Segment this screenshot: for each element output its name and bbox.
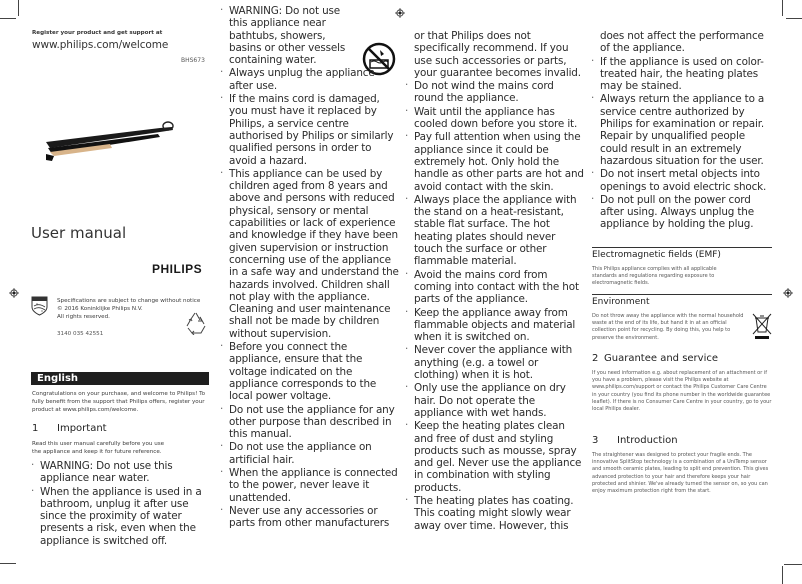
section-2-heading: [592, 353, 718, 364]
warning-item: · Do not use the appliance for any other purpose than described in this manual.: [219, 404, 399, 441]
warning-item: · Always return the appliance to a service centre authorized by Philips for examination or repair. Repair by unqualified people could result in an extremely hazardous situation for the user.: [590, 93, 774, 167]
section-1-title: Important: [57, 423, 107, 434]
crop-mark: [0, 18, 16, 19]
spec-notice-text: Specifications are subject to change without notice: [57, 298, 201, 304]
warning-item: · If the mains cord is damaged, you must have it replaced by Philips, a service centre authorised by Philips or similarly qualified persons in order to avoid a hazard.: [219, 93, 399, 167]
emf-block: [592, 247, 772, 288]
warning-item: · Only use the appliance on dry hair. Do not operate the appliance with wet hands.: [404, 382, 584, 419]
document-title: User manual: [31, 224, 127, 242]
environment-text: Do not throw away the appliance with the normal household waste at the end of its life, but hand it in at an official collection point for recycling. By doing this, you help to preserve the environment.: [592, 313, 744, 341]
col1-warning-list: [30, 460, 210, 548]
warning-item: · Keep the appliance away from flammable objects and material when it is switched on.: [404, 307, 584, 344]
warning-item: · Never cover the appliance with anything (e.g. a towel or clothing) when it is hot.: [404, 344, 584, 381]
rights-text: All rights reserved.: [57, 314, 110, 321]
cover-url[interactable]: www.philips.com/welcome: [32, 39, 169, 51]
registration-mark-icon: [783, 288, 793, 298]
part-number: 3140 035 42551: [57, 331, 104, 337]
section-2-number: 2: [592, 353, 599, 364]
warning-item: · Before you connect the appliance, ensure that the voltage indicated on the appliance corresponds to the local power voltage.: [219, 341, 399, 402]
warning-item: · This appliance can be used by children aged from 8 years and above and persons with reduced physical, sensory or mental capabilities or lack of experience and knowledge if they have been given supervision or instruction concerning use of the appliance in a safe way and understand the hazards involved. Children shall not play with the appliance. Cleaning and user maintenance shall not be made by children without supervision.: [219, 168, 399, 340]
warning-item: · Do not insert metal objects into openings to avoid electric shock.: [590, 168, 774, 193]
section-1-lead: Read this user manual carefully before you use the appliance and keep it for future reference.: [32, 441, 165, 456]
environment-heading: Environment: [592, 294, 772, 307]
crop-mark: [782, 566, 783, 584]
col3-warning-list: [404, 30, 584, 533]
crop-mark: [784, 564, 802, 565]
recycle-icon: [184, 311, 208, 335]
section-3-number: 3: [592, 435, 599, 446]
col2-warning-list: [219, 5, 399, 530]
section-3-title: Introduction: [617, 435, 678, 446]
warning-item: · When the appliance is used in a bathroom, unplug it after use since the proximity of water presents a risk, even when the appliance is switched off.: [30, 486, 210, 547]
warning-item: · WARNING: Do not use this appliance near water.: [30, 460, 210, 485]
warning-item: · Keep the heating plates clean and free of dust and styling products such as mousse, spray and gel. Never use the appliance in combination with styling products.: [404, 420, 584, 494]
warning-item: · Do not use the appliance on artificial hair.: [219, 441, 399, 466]
warning-item: · When the appliance is connected to the power, never leave it unattended.: [219, 467, 399, 504]
crop-mark: [786, 18, 802, 19]
crop-mark: [0, 563, 16, 564]
section-1-heading: [32, 423, 107, 434]
language-bar: English: [31, 372, 209, 385]
warning-item: · WARNING: Do not use this appliance near bathtubs, showers, basins or other vessels containing water.: [219, 5, 399, 66]
philips-shield-icon: [31, 296, 48, 316]
warning-item: · The heating plates has coating. This coating might slowly wear away over time. However, this: [404, 495, 584, 532]
registration-mark-icon: [9, 288, 19, 298]
warning-item: · Wait until the appliance has cooled down before you store it.: [404, 106, 584, 131]
warning-item-continuation: or that Philips does not specifically recommend. If you use such accessories or parts, your guarantee becomes invalid.: [414, 30, 581, 79]
warning-item: · Avoid the mains cord from coming into contact with the hot parts of the appliance.: [404, 269, 584, 306]
section-1-number: 1: [32, 423, 39, 434]
col4-warning-list: [590, 30, 774, 232]
emf-text: This Philips appliance complies with all applicable standards and regulations regarding exposure to electromagnetic fields.: [592, 266, 717, 287]
section-3-text: The straightener was designed to protect your fragile ends. The innovative SplitStop technology is a combination of a UniTemp sensor and smooth ceramic plates, leading to split end prevention. This gives advanced protection to your hair and therefore keeps your hair protected and shinier. We've already turned the sensor on, so you can enjoy maximum protection right from the start.: [592, 452, 769, 495]
warning-item: · Never use any accessories or parts from other manufacturers: [219, 505, 399, 530]
warning-item: · If the appliance is used on color-treated hair, the heating plates may be stained.: [590, 56, 774, 93]
intro-text: Congratulations on your purchase, and welcome to Philips! To fully benefit from the support that Philips offers, register your product at www.philips.com/welcome.: [32, 391, 206, 414]
warning-item: · Do not pull on the power cord after using. Always unplug the appliance by holding the plug.: [590, 194, 774, 231]
model-number: BHS673: [181, 57, 205, 64]
section-3-heading: [592, 435, 678, 446]
philips-logo: PHILIPS: [152, 262, 203, 276]
warning-item: · Always unplug the appliance after use.: [219, 67, 399, 92]
crop-mark: [782, 0, 783, 16]
product-image: [40, 118, 180, 166]
warning-item: · Always place the appliance with the stand on a heat-resistant, stable flat surface. The hot heating plates should never touch the surface or other flammable material.: [404, 194, 584, 268]
warning-item: · Do not wind the mains cord round the appliance.: [404, 80, 584, 105]
section-2-title: Guarantee and service: [604, 353, 719, 364]
section-2-text: If you need information e.g. about replacement of an attachment or if you have a problem, please visit the Philips website at www.philips.com/support or contact the Philips Customer Care Centre in your country (you find its phone number in the worldwide guarantee leaflet). If there is no Consumer Care Centre in your country, go to your local Philips dealer.: [592, 370, 772, 413]
environment-block: [592, 294, 772, 342]
cover-register-text: Register your product and get support at: [32, 30, 163, 36]
weee-bin-icon: [752, 312, 772, 340]
crop-mark: [18, 0, 19, 16]
emf-heading: Electromagnetic fields (EMF): [592, 247, 772, 260]
warning-item: · Pay full attention when using the appliance since it could be extremely hot. Only hold the handle as other parts are hot and avoid contact with the skin.: [404, 131, 584, 192]
copyright-text: © 2016 Koninklijke Philips N.V.: [57, 306, 143, 313]
warning-item-continuation: does not affect the performance of the appliance.: [600, 30, 764, 55]
